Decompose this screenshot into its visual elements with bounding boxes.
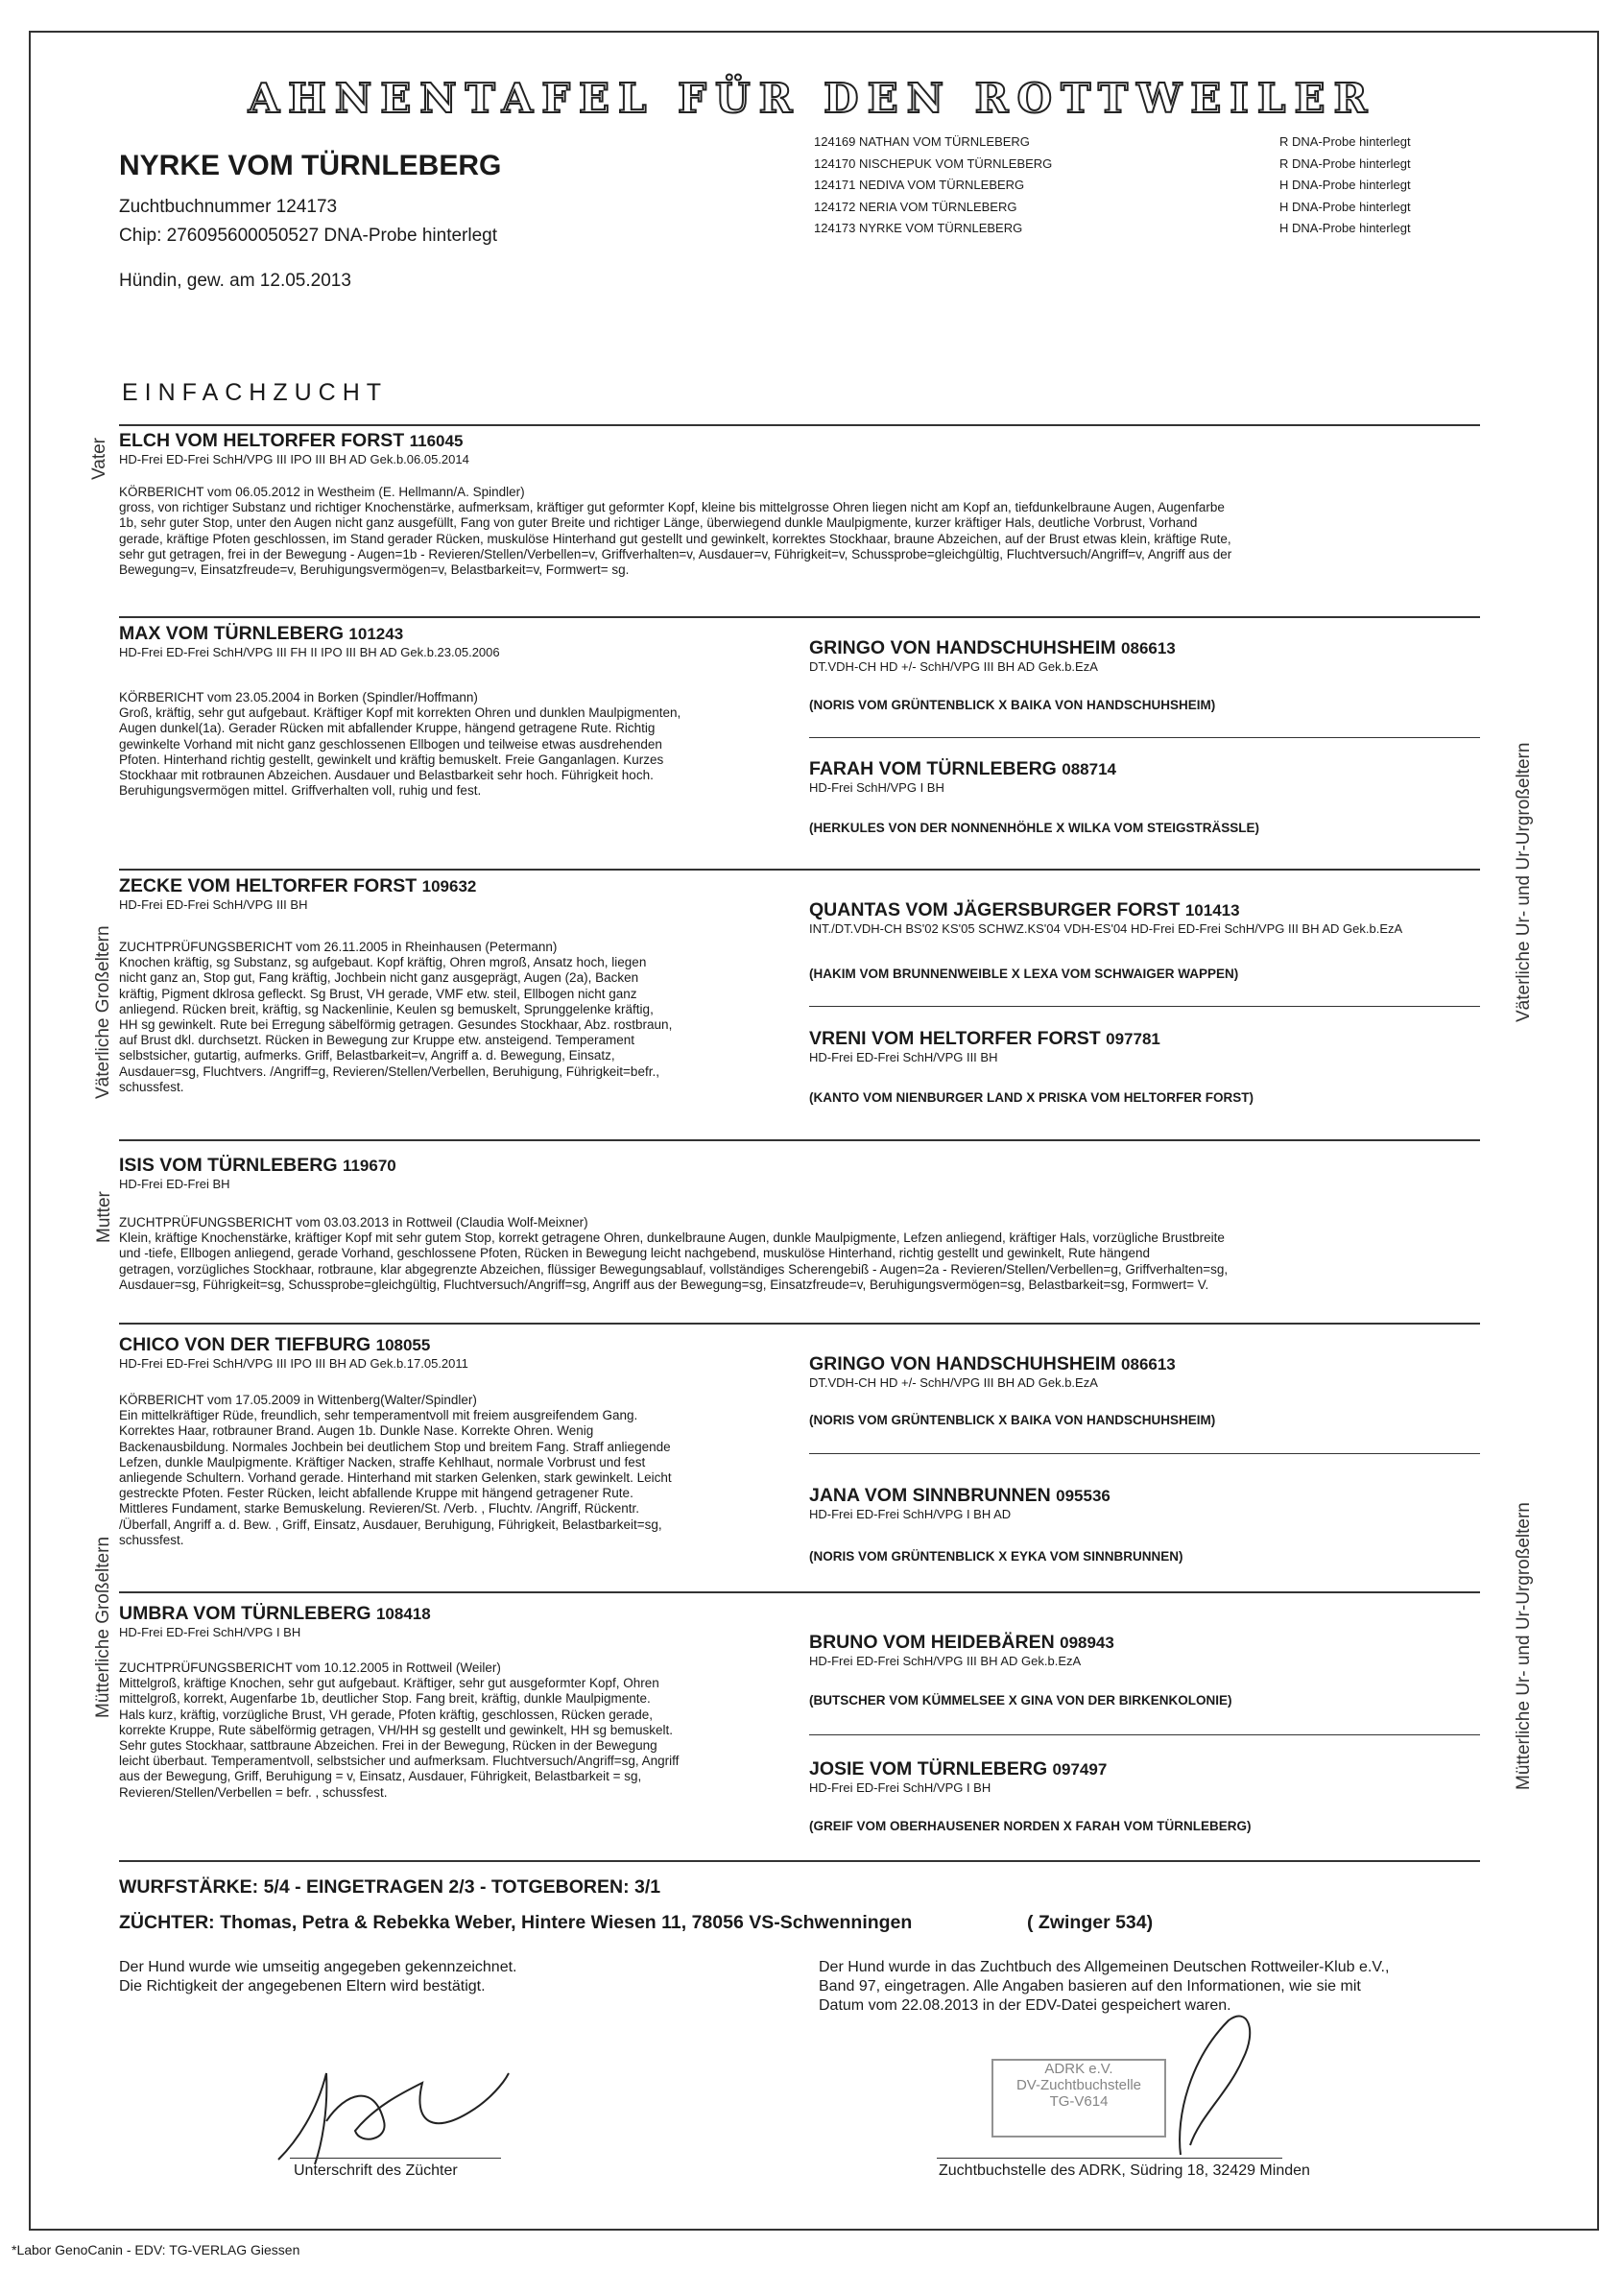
pgg-1 — [809, 637, 1176, 674]
label-father: Vater — [89, 437, 109, 480]
litter-dna-list — [1279, 131, 1411, 240]
kennel: ( Zwinger 534) — [1027, 1912, 1154, 1933]
mgm-name: UMBRA VOM TÜRNLEBERG — [119, 1603, 371, 1624]
report-line: Groß, kräftig, sehr gut aufgebaut. Kräftiger Kopf mit korrekten Ohren und dunklen Maulpigmenten, — [119, 705, 681, 721]
breeder: ZÜCHTER: Thomas, Petra & Rebekka Weber, Hintere Wiesen 11, 78056 VS-Schwenningen — [119, 1912, 913, 1933]
divider — [119, 1139, 1480, 1141]
label-maternal-great: Mütterliche Ur- und Ur-Urgroßeltern — [1514, 1502, 1534, 1790]
mgg-4-name: JOSIE VOM TÜRNLEBERG — [809, 1758, 1048, 1779]
report-line: kräftig, Pigment dklrosa gefleckt. Sg Brust, VH gerade, VMF etw. steil, Ellbogen nicht ganz — [119, 986, 637, 1001]
litter-entry: 124172 NERIA VOM TÜRNLEBERG — [814, 199, 1017, 214]
litter-dna: R DNA-Probe hinterlegt — [1279, 155, 1411, 171]
statement-line: Die Richtigkeit der angegebenen Eltern wird bestätigt. — [119, 1978, 486, 1994]
dog-name: NYRKE VOM TÜRNLEBERG — [119, 150, 502, 181]
report-line: nicht ganz an, Stop gut, Fang kräftig, Jochbein nicht ganz ausgeprägt, Augen (2a), Backen — [119, 970, 639, 986]
stamp-text: TG-V614 — [1049, 2093, 1109, 2110]
mgg-1-parents: (NORIS VOM GRÜNTENBLICK X BAIKA VON HANDSCHUHSHEIM) — [809, 1413, 1216, 1427]
report-line: /Überfall, Angriff a. d. Bew. , Griff, Einsatz, Ausdauer, Beruhigung, Führigkeit, Belastbarkeit=sg, — [119, 1517, 662, 1532]
signature-line — [290, 2158, 501, 2159]
report-line: Ein mittelkräftiger Rüde, freundlich, sehr temperamentvoll mit freiem ausgreifendem Gang. — [119, 1408, 638, 1423]
document-border — [29, 31, 1599, 2231]
litter-dna: R DNA-Probe hinterlegt — [1279, 134, 1411, 149]
pgg-3-parents: (HAKIM VOM BRUNNENWEIBLE X LEXA VOM SCHWAIGER WAPPEN) — [809, 967, 1239, 981]
label-paternal-grandparents: Väterliche Großeltern — [93, 925, 113, 1099]
mgg-3-name: BRUNO VOM HEIDEBÄREN — [809, 1632, 1055, 1653]
divider — [119, 869, 1480, 871]
report-line: 1b, sehr guter Stop, unter den Augen nicht ganz ausgefüllt, Fang von guter Breite und richtiger Länge, überwiegend dunkle Maulpigmente, kurzer kräftiger Hals, deutliche Vorbrust, Vorhand — [119, 515, 1198, 531]
report-line: KÖRBERICHT vom 17.05.2009 in Wittenberg(Walter/Spindler) — [119, 1393, 477, 1407]
divider — [809, 737, 1480, 738]
report-line: ZUCHTPRÜFUNGSBERICHT vom 10.12.2005 in Rottweil (Weiler) — [119, 1660, 501, 1675]
breeding-type: EINFACHZUCHT — [122, 379, 389, 406]
studbook-number: Zuchtbuchnummer 124173 — [119, 197, 338, 217]
report-line: sehr gut getragen, frei in der Bewegung - Augen=1b - Revieren/Stellen/Verbellen=v, Griffverhalten=v, Ausdauer=v, Führigkeit=v, Schussprobe=gleichgültig, Fluchtversuch/Angriff=v, Angriff aus der — [119, 546, 1232, 561]
document-title: AHNENTAFEL FÜR DEN ROTTWEILER — [248, 75, 1376, 122]
pgg-1-titles: DT.VDH-CH HD +/- SchH/VPG III BH AD Gek.b.EzA — [809, 659, 1098, 674]
pgg-2-name: FARAH VOM TÜRNLEBERG — [809, 758, 1057, 779]
statement-line: Band 97, eingetragen. Alle Angaben basieren auf den Informationen, wie sie mit — [819, 1978, 1361, 1994]
report-line: aus der Bewegung, Griff, Beruhigung = v, Einsatz, Ausdauer, Führigkeit, Belastbarkeit = sg, — [119, 1769, 642, 1784]
mother-name: ISIS VOM TÜRNLEBERG — [119, 1155, 338, 1176]
pgf-reg: 101243 — [348, 625, 404, 643]
mgg-3 — [809, 1632, 1114, 1668]
sex-birthdate: Hündin, gew. am 12.05.2013 — [119, 271, 351, 291]
report-line: HH sg gewinkelt. Rute bei Erregung säbelförmig getragen. Gesundes Stockhaar, Abz. rostbraun, — [119, 1017, 673, 1033]
mgg-4-titles: HD-Frei ED-Frei SchH/VPG I BH — [809, 1780, 991, 1795]
report-line: Beruhigungsvermögen mittel. Griffverhalten voll, ruhig und fest. — [119, 783, 482, 799]
chip-number: Chip: 276095600050527 DNA-Probe hinterlegt — [119, 226, 497, 246]
mgg-4-reg: 097497 — [1052, 1760, 1108, 1779]
litter-size: WURFSTÄRKE: 5/4 - EINGETRAGEN 2/3 - TOTGEBOREN: 3/1 — [119, 1876, 661, 1898]
report-line: auf Brust dkl. durchsetzt. Rücken in Bewegung zur Kruppe etw. ansteigend. Temperament — [119, 1033, 635, 1048]
breeder-statement — [119, 1958, 516, 1996]
pgg-4-parents: (KANTO VOM NIENBURGER LAND X PRISKA VOM HELTORFER FORST) — [809, 1090, 1254, 1105]
breeder-signature-label: Unterschrift des Züchter — [294, 2162, 458, 2179]
report-line: korrekte Kruppe, Rute säbelförmig getragen, VH/HH sg gestellt und gewinkelt, HH sg bemuskelt. — [119, 1722, 674, 1737]
pgg-1-reg: 086613 — [1121, 639, 1176, 657]
mgg-2-parents: (NORIS VOM GRÜNTENBLICK X EYKA VOM SINNBRUNNEN) — [809, 1549, 1183, 1564]
statement-line: Datum vom 22.08.2013 in der EDV-Datei gespeichert waren. — [819, 1997, 1231, 2014]
mgg-1-titles: DT.VDH-CH HD +/- SchH/VPG III BH AD Gek.b.EzA — [809, 1375, 1098, 1390]
registry-signature-label: Zuchtbuchstelle des ADRK, Südring 18, 32429 Minden — [939, 2162, 1310, 2179]
litter-list — [814, 131, 1052, 240]
pgg-4-reg: 097781 — [1106, 1030, 1160, 1048]
mgg-3-reg: 098943 — [1060, 1634, 1114, 1652]
litter-entry: 124170 NISCHEPUK VOM TÜRNLEBERG — [814, 155, 1053, 171]
stamp-text: ADRK e.V. — [1044, 2061, 1113, 2077]
report-line: Mittelgroß, kräftige Knochen, sehr gut aufgebaut. Kräftiger, sehr gut ausgeformter Kopf, Ohren — [119, 1676, 659, 1691]
mother-block — [119, 1155, 396, 1191]
stamp-text: DV-Zuchtbuchstelle — [1015, 2077, 1142, 2093]
mgf-titles: HD-Frei ED-Frei SchH/VPG III IPO III BH AD Gek.b.17.05.2011 — [119, 1356, 468, 1371]
pgg-4 — [809, 1028, 1160, 1064]
pgg-3-reg: 101413 — [1184, 901, 1240, 920]
mgm-report — [119, 1660, 802, 1801]
pgf-titles: HD-Frei ED-Frei SchH/VPG III FH II IPO III BH AD Gek.b.23.05.2006 — [119, 645, 500, 659]
registry-statement — [819, 1958, 1389, 2016]
report-line: Bewegung=v, Einsatzfreude=v, Beruhigungsvermögen=v, Belastbarkeit=v, Formwert= sg. — [119, 562, 630, 578]
report-line: Backenausbildung. Normales Jochbein bei deutlichem Stop und breitem Fang. Straff anliegende — [119, 1439, 671, 1454]
report-line: leicht überbaut. Temperamentvoll, selbstsicher und aufmerksam. Fluchtversuch/Angriff=sg, Angriff — [119, 1754, 680, 1769]
report-line: KÖRBERICHT vom 23.05.2004 in Borken (Spindler/Hoffmann) — [119, 690, 478, 705]
mgg-4-parents: (GREIF VOM OBERHAUSENER NORDEN X FARAH VOM TÜRNLEBERG) — [809, 1819, 1252, 1833]
pgg-2-reg: 088714 — [1062, 760, 1116, 778]
bottom-note: *Labor GenoCanin - EDV: TG-VERLAG Giessen — [12, 2242, 300, 2257]
statement-line: Der Hund wurde in das Zuchtbuch des Allgemeinen Deutschen Rottweiler-Klub e.V., — [819, 1959, 1390, 1975]
litter-entry: 124173 NYRKE VOM TÜRNLEBERG — [814, 221, 1023, 235]
report-line: ZUCHTPRÜFUNGSBERICHT vom 03.03.2013 in Rottweil (Claudia Wolf-Meixner) — [119, 1215, 588, 1230]
father-block — [119, 430, 469, 466]
mgf-reg: 108055 — [375, 1336, 431, 1354]
pgf-report — [119, 690, 802, 799]
pgm-name: ZECKE VOM HELTORFER FORST — [119, 875, 418, 896]
report-line: gestreckte Pfoten. Fester Rücken, leicht abfallende Kruppe mit hängend getragener Rute. — [119, 1486, 633, 1501]
divider — [119, 1591, 1480, 1593]
report-line: ZUCHTPRÜFUNGSBERICHT vom 26.11.2005 in Rheinhausen (Petermann) — [119, 940, 558, 954]
report-line: schussfest. — [119, 1532, 184, 1547]
label-paternal-great: Väterliche Ur- und Ur-Urgroßeltern — [1514, 742, 1534, 1022]
mother-report — [119, 1215, 1480, 1293]
report-line: Klein, kräftige Knochenstärke, kräftiger Kopf mit sehr gutem Stop, korrekt getragene Ohren, dunkelbraune Augen, dunkle Maulpigmente, Lefzen anliegend, kräftiger Hals, vorzügliche Brustbreite — [119, 1230, 1225, 1246]
litter-dna: H DNA-Probe hinterlegt — [1279, 199, 1411, 214]
divider — [119, 1860, 1480, 1862]
signature-line — [937, 2158, 1282, 2159]
report-line: Stockhaar mit rotbraunen Abzeichen. Ausdauer und Belastbarkeit sehr hoch. Führigkeit hoch. — [119, 768, 654, 783]
mgf-report — [119, 1393, 802, 1548]
report-line: mittelgroß, korrekt, Augenfarbe 1b, deutlicher Stop. Fang breit, kräftig, dunkle Maulpigmente. — [119, 1691, 651, 1707]
pgg-2 — [809, 758, 1116, 795]
divider — [119, 424, 1480, 426]
pgm-report — [119, 940, 802, 1095]
pgm-titles: HD-Frei ED-Frei SchH/VPG III BH — [119, 897, 308, 912]
mgf-name: CHICO VON DER TIEFBURG — [119, 1334, 371, 1355]
report-line: gerade, kräftige Pfoten geschlossen, im Stand gerader Rücken, muskulöse Hinterhand gut gestellt und gewinkelt, korrektes Stockhaar, braune Abzeichen, auf der Brust etwas klein, kräftige Rute, — [119, 531, 1231, 546]
divider — [809, 1734, 1480, 1735]
divider — [119, 1323, 1480, 1325]
report-line: anliegend. Rücken breit, kräftig, sg Nackenlinie, Keulen sg bemuskelt, Sprunggelenke kräftig, — [119, 1001, 654, 1016]
mgg-2-reg: 095536 — [1056, 1487, 1111, 1505]
mother-reg: 119670 — [342, 1157, 396, 1175]
mgg-1-reg: 086613 — [1121, 1355, 1176, 1373]
report-line: Hals kurz, kräftig, vorzügliche Brust, VH gerade, Pfoten kräftig, geschlossen, Rücken gerade, — [119, 1707, 654, 1722]
father-reg: 116045 — [409, 432, 464, 450]
pgg-1-parents: (NORIS VOM GRÜNTENBLICK X BAIKA VON HANDSCHUHSHEIM) — [809, 698, 1216, 712]
report-line: Knochen kräftig, sg Substanz, sg aufgebaut. Kopf kräftig, Ohren mgroß, Ansatz hoch, liegen — [119, 955, 647, 970]
pgg-2-parents: (HERKULES VON DER NONNENHÖHLE X WILKA VOM STEIGSTRÄSSLE) — [809, 821, 1260, 835]
mgm-block — [119, 1603, 431, 1639]
mgf-block — [119, 1334, 468, 1371]
report-line: Revieren/Stellen/Verbellen = befr. , schussfest. — [119, 1784, 388, 1800]
report-line: Mittleres Fundament, starke Bemuskelung. Revieren/St. /Verb. , Fluchtv. /Angriff, Rückentr. — [119, 1501, 639, 1517]
report-line: Ausdauer=sg, Fluchtvers. /Angriff=g, Revieren/Stellen/Verbellen, Beruhigung, Führigkeit=befr., — [119, 1063, 659, 1079]
mgm-titles: HD-Frei ED-Frei SchH/VPG I BH — [119, 1625, 301, 1639]
registry-stamp — [991, 2059, 1166, 2138]
pgf-block — [119, 623, 500, 659]
report-line: getragen, vorzügliches Stockhaar, rotbraune, klar abgegrenzte Abzeichen, flüssiger Bewegungsablauf, vollständiges Scherengebiß - Augen=2a - Revieren/Stellen/Verbellen=g, Griffverhalten=sg, — [119, 1261, 1229, 1277]
report-line: Korrektes Haar, rotbrauner Brand. Augen 1b. Dunkle Nase. Korrekte Ohren. Wenig — [119, 1423, 594, 1439]
report-line: anliegende Schultern. Vorhand gerade. Hinterhand mit starken Gelenken, stark gewinkelt. Leicht — [119, 1470, 672, 1486]
litter-entry: 124169 NATHAN VOM TÜRNLEBERG — [814, 134, 1030, 149]
report-line: gewinkelte Vorhand mit nicht ganz geschlossenen Ellbogen und teilweise etwas ausdrehenden — [119, 736, 662, 752]
report-line: gross, von richtiger Substanz und richtiger Knochenstärke, aufmerksam, kräftiger gut geformter Kopf, kleine bis mittelgrosse Ohren liegen nicht am Kopf an, tiefdunkelbraune Augen, Augenfarbe — [119, 500, 1225, 515]
report-line: Ausdauer=sg, Führigkeit=sg, Schussprobe=gleichgültig, Fluchtversuch/Angriff=sg, Angriff aus der Bewegung=sg, Einsatzfreude=v, Beruhigungsvermögen=sg, Belastbarkeit=sg, Formwert= V. — [119, 1277, 1209, 1292]
pgg-4-name: VRENI VOM HELTORFER FORST — [809, 1028, 1101, 1049]
divider — [119, 616, 1480, 618]
report-line: und -tiefe, Ellbogen anliegend, gerade Vorhand, geschlossene Pfoten, Rücken in Bewegung leicht nachgebend, muskulöse Hinterhand, richtig gestellt und gewinkelt, Rute hängend — [119, 1246, 1150, 1261]
litter-dna: H DNA-Probe hinterlegt — [1279, 178, 1411, 192]
pgm-reg: 109632 — [421, 877, 477, 896]
divider — [809, 1006, 1480, 1007]
report-line: Pfoten. Hinterhand richtig gestellt, gewinkelt und kräftig bemuskelt. Freie Ganganlagen. Kurzes — [119, 752, 664, 767]
divider — [809, 1453, 1480, 1454]
mgm-reg: 108418 — [375, 1605, 431, 1623]
pgg-1-name: GRINGO VON HANDSCHUHSHEIM — [809, 637, 1116, 658]
label-maternal-grandparents: Mütterliche Großeltern — [93, 1536, 113, 1718]
pgg-4-titles: HD-Frei ED-Frei SchH/VPG III BH — [809, 1050, 998, 1064]
mgg-4 — [809, 1758, 1107, 1795]
statement-line: Der Hund wurde wie umseitig angegeben gekennzeichnet. — [119, 1959, 517, 1975]
pgg-3-titles: INT./DT.VDH-CH BS'02 KS'05 SCHWZ.KS'04 VDH-ES'04 HD-Frei ED-Frei SchH/VPG III BH AD Gek.b.EzA — [809, 921, 1403, 936]
mgg-2 — [809, 1485, 1111, 1521]
mgg-3-titles: HD-Frei ED-Frei SchH/VPG III BH AD Gek.b.EzA — [809, 1654, 1082, 1668]
mgg-3-parents: (BUTSCHER VOM KÜMMELSEE X GINA VON DER BIRKENKOLONIE) — [809, 1693, 1232, 1708]
father-name: ELCH VOM HELTORFER FORST — [119, 430, 405, 451]
mgg-2-titles: HD-Frei ED-Frei SchH/VPG I BH AD — [809, 1507, 1012, 1521]
registry-signature — [1152, 2001, 1277, 2164]
mgg-1 — [809, 1353, 1176, 1390]
father-report — [119, 485, 1480, 578]
report-line: Augen dunkel(1a). Gerader Rücken mit abfallender Kruppe, hängend getragene Rute. Richtig — [119, 721, 656, 736]
mgg-2-name: JANA VOM SINNBRUNNEN — [809, 1485, 1051, 1506]
label-mother: Mutter — [94, 1191, 114, 1243]
pgg-3 — [809, 899, 1402, 936]
pgg-3-name: QUANTAS VOM JÄGERSBURGER FORST — [809, 899, 1181, 920]
report-line: selbstsicher, gutartig, aufmerks. Griff, Belastbarkeit=v, Angriff a. d. Bewegung, Einsatz, — [119, 1048, 615, 1063]
pgg-2-titles: HD-Frei SchH/VPG I BH — [809, 780, 944, 795]
report-line: schussfest. — [119, 1079, 184, 1094]
pgm-block — [119, 875, 476, 912]
report-line: KÖRBERICHT vom 06.05.2012 in Westheim (E. Hellmann/A. Spindler) — [119, 485, 525, 499]
report-line: Lefzen, dunkle Maulpigmente. Kräftiger Nacken, straffe Kehlhaut, normale Vorbrust und fest — [119, 1454, 646, 1469]
mgg-1-name: GRINGO VON HANDSCHUHSHEIM — [809, 1353, 1116, 1374]
breeder-signature — [269, 2054, 518, 2169]
report-line: Sehr gutes Stockhaar, sattbraune Abzeichen. Frei in der Bewegung, Rücken in der Bewegung — [119, 1738, 657, 1754]
father-titles: HD-Frei ED-Frei SchH/VPG III IPO III BH AD Gek.b.06.05.2014 — [119, 452, 469, 466]
litter-entry: 124171 NEDIVA VOM TÜRNLEBERG — [814, 178, 1025, 192]
litter-dna: H DNA-Probe hinterlegt — [1279, 221, 1411, 235]
pgf-name: MAX VOM TÜRNLEBERG — [119, 623, 344, 644]
mother-titles: HD-Frei ED-Frei BH — [119, 1177, 230, 1191]
